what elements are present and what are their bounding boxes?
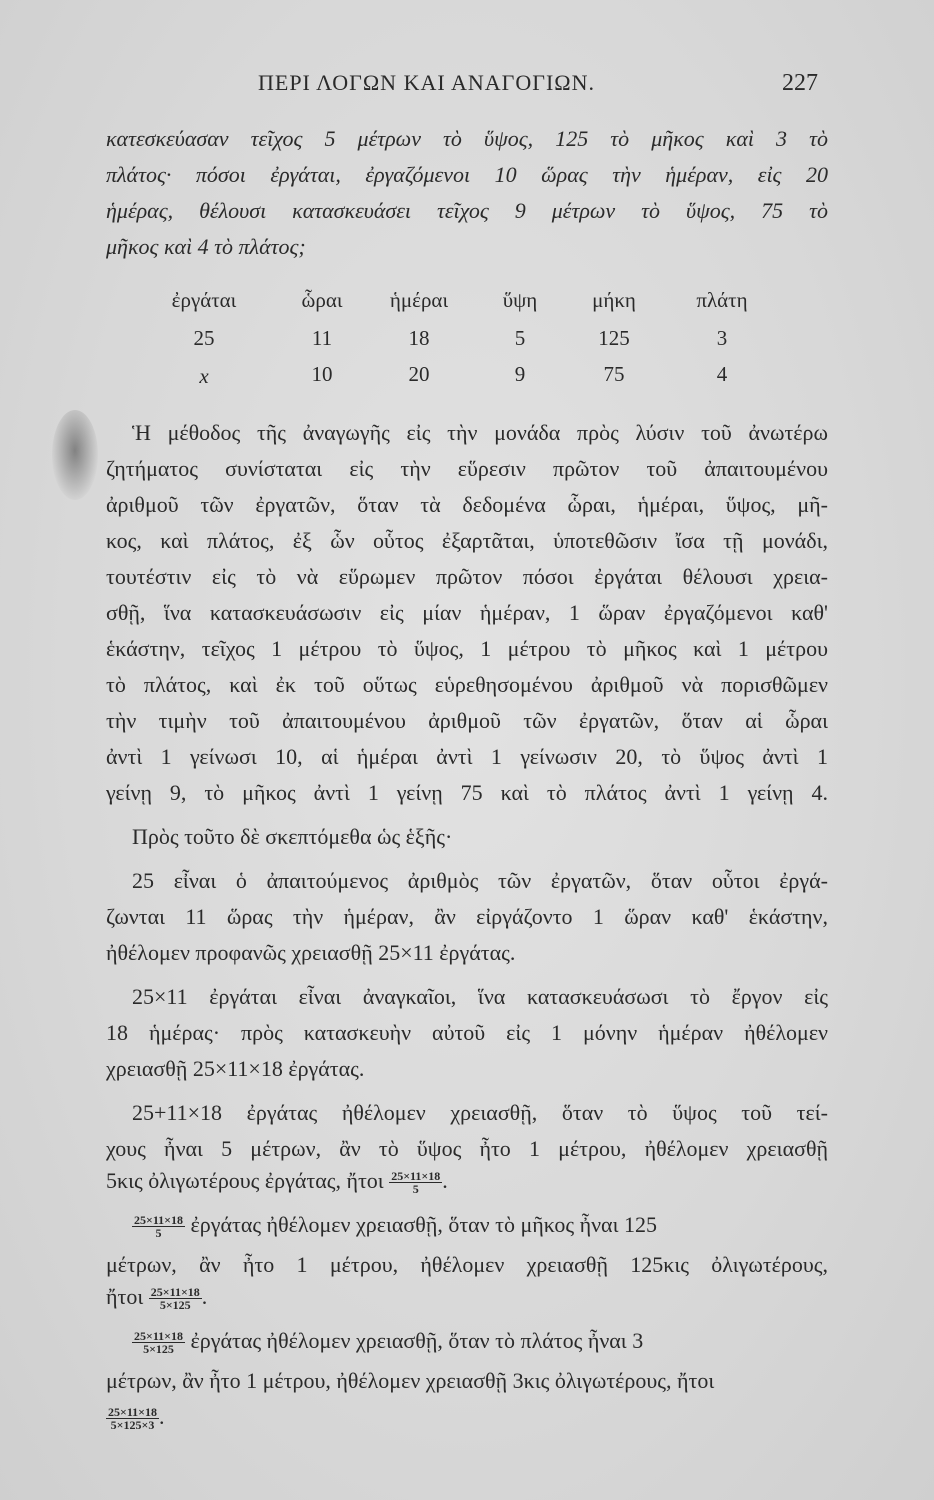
- problem-line: πλάτος· πόσοι ἐργάται, ἐργαζόμενοι 10 ὥρας τὴν ἡμέραν, εἰς 20: [106, 162, 828, 187]
- fraction-numerator: 25×11×18: [108, 1405, 158, 1420]
- method-line: κος, καὶ πλάτος, ἐξ ὧν οὗτος ἐξαρτᾶται, ὑποτεθῶσιν ἴσα τῇ μονάδι,: [106, 528, 828, 553]
- paragraph-line: ζωνται 11 ὥρας τὴν ἡμέραν, ἂν εἰργάζοντο 1 ὥραν καθ' ἑκάστην,: [106, 904, 828, 929]
- fraction-denominator: 5: [155, 1226, 162, 1240]
- paragraph-line: 18 ἡμέρας· πρὸς κατασκευὴν αὐτοῦ εἰς 1 μόνην ἡμέραν ἠθέλομεν: [106, 1020, 828, 1045]
- method-line: τὸ πλάτος, καὶ ἐκ τοῦ οὕτως εὑρεθησομένου ἀριθμοῦ νὰ πορισθῶμεν: [106, 672, 828, 697]
- fraction: [132, 1214, 185, 1239]
- period: .: [442, 1168, 448, 1193]
- method-line: ζητήματος συνίσταται εἰς τὴν εὕρεσιν πρῶτον τοῦ ἀπαιτουμένου: [106, 456, 828, 481]
- table-cell: 5: [514, 326, 526, 350]
- paragraph-text: ἐργάτας ἠθέλομεν χρειασθῇ, ὅταν τὸ μῆκος ἦναι 125: [190, 1212, 657, 1237]
- paragraph-line: [106, 1328, 828, 1355]
- paragraph-line: [106, 1212, 828, 1239]
- method-line: τὴν τιμὴν τοῦ ἀπαιτουμένου ἀριθμοῦ τῶν ἐργατῶν, ὅταν αἱ ὧραι: [106, 708, 828, 733]
- paragraph-line: χους ἦναι 5 μέτρων, ἂν τὸ ὕψος ἦτο 1 μέτρου, ἠθέλομεν χρειασθῇ: [106, 1136, 828, 1161]
- page-number: 227: [782, 70, 818, 96]
- fraction-denominator: 5×125×3: [110, 1418, 155, 1432]
- method-line: γείνῃ 9, τὸ μῆκος ἀντὶ 1 γείνῃ 75 καὶ τὸ πλάτος ἀντὶ 1 γείνῃ 4.: [106, 780, 828, 805]
- method-line: Ἡ μέθοδος τῆς ἀναγωγῆς εἰς τὴν μονάδα πρὸς λύσιν τοῦ ἀνωτέρω: [132, 420, 828, 445]
- paragraph-text: ἤτοι: [106, 1284, 144, 1309]
- paragraph-line: [106, 1284, 828, 1311]
- method-line: τουτέστιν εἰς τὸ νὰ εὕρωμεν πρῶτον πόσοι ἐργάται θέλουσι χρεια-: [106, 564, 828, 589]
- fraction-numerator: 25×11×18: [391, 1169, 441, 1184]
- method-line: ἀριθμοῦ τῶν ἐργατῶν, ὅταν τὰ δεδομένα ὧραι, ἡμέραι, ὕψος, μῆ-: [106, 492, 828, 517]
- intro-line: Πρὸς τοῦτο δὲ σκεπτόμεθα ὡς ἑξῆς·: [132, 824, 453, 849]
- table-cell: 11: [311, 326, 333, 350]
- fraction: [149, 1286, 202, 1311]
- method-line: ἑκάστην, τεῖχος 1 μέτρου τὸ ὕψος, 1 μέτρου τὸ μῆκος καὶ 1 μέτρου: [106, 636, 828, 661]
- fraction-denominator: 5: [412, 1182, 419, 1196]
- fraction-numerator: 25×11×18: [134, 1329, 184, 1344]
- fraction-denominator: 5×125: [159, 1298, 191, 1312]
- method-line: σθῇ, ἵνα κατασκευάσωσιν εἰς μίαν ἡμέραν, 1 ὥραν ἐργαζόμενοι καθ': [106, 600, 828, 625]
- table-cell: 25: [193, 326, 215, 350]
- table-cell: 10: [311, 362, 333, 386]
- fraction-numerator: 25×11×18: [134, 1213, 184, 1228]
- table-header: πλάτη: [696, 288, 748, 312]
- table-header: ἡμέραι: [389, 288, 449, 312]
- fraction: [132, 1330, 185, 1355]
- ink-blot: [52, 410, 98, 500]
- table-cell: x: [199, 364, 209, 388]
- table-cell: 18: [408, 326, 430, 350]
- table-header: μήκη: [592, 288, 636, 312]
- paragraph-line: [106, 1168, 828, 1195]
- table-cell: 3: [716, 326, 728, 350]
- paragraph-line: μέτρων, ἂν ἦτο 1 μέτρου, ἠθέλομεν χρειασθῇ 125κις ὀλιγωτέρους,: [106, 1252, 828, 1277]
- table-header: ὧραι: [301, 288, 343, 312]
- data-table: [0, 0, 934, 400]
- paragraph-line: 25 εἶναι ὁ ἀπαιτούμενος ἀριθμὸς τῶν ἐργατῶν, ὅταν οὗτοι ἐργά-: [132, 868, 828, 893]
- table-cell: 4: [716, 362, 728, 386]
- problem-line: μῆκος καὶ 4 τὸ πλάτος;: [106, 234, 306, 259]
- paragraph-line: μέτρων, ἂν ἦτο 1 μέτρου, ἠθέλομεν χρειασθῇ 3κις ὀλιγωτέρους, ἤτοι: [106, 1368, 715, 1393]
- table-cell: 20: [408, 362, 430, 386]
- table-header: ὕψη: [502, 288, 538, 312]
- paragraph-line: 25+11×18 ἐργάτας ἠθέλομεν χρειασθῇ, ὅταν τὸ ὕψος τοῦ τεί-: [132, 1100, 828, 1125]
- period: .: [201, 1284, 208, 1309]
- fraction: [389, 1170, 442, 1195]
- method-line: ἀντὶ 1 γείνωσι 10, αἱ ἡμέραι ἀντὶ 1 γείνωσιν 20, τὸ ὕψος ἀντὶ 1: [106, 744, 828, 769]
- problem-line: ἡμέρας, θέλουσι κατασκευάσει τεῖχος 9 μέτρων τὸ ὕψος, 75 τὸ: [106, 198, 828, 223]
- table-cell: 75: [603, 362, 625, 386]
- paragraph-text: 5κις ὀλιγωτέρους ἐργάτας, ἤτοι: [106, 1168, 384, 1193]
- table-cell: 125: [598, 326, 630, 350]
- table-cell: 9: [514, 362, 526, 386]
- table-header: ἐργάται: [171, 288, 237, 312]
- paragraph-line: [106, 1404, 828, 1431]
- period: .: [159, 1404, 165, 1429]
- paragraph-line: χρειασθῇ 25×11×18 ἐργάτας.: [106, 1056, 365, 1081]
- header-title: ΠΕΡΙ ΛΟΓΩΝ ΚΑΙ ΑΝΑΓΟΓΙΩΝ.: [258, 70, 596, 95]
- fraction-numerator: 25×11×18: [150, 1285, 200, 1300]
- fraction: [106, 1406, 159, 1431]
- fraction-denominator: 5×125: [143, 1342, 174, 1356]
- paragraph-text: ἐργάτας ἠθέλομεν χρειασθῇ, ὅταν τὸ πλάτος ἦναι 3: [190, 1328, 644, 1353]
- paragraph-line: ἠθέλομεν προφανῶς χρειασθῇ 25×11 ἐργάτας.: [106, 940, 516, 965]
- paragraph-line: 25×11 ἐργάται εἶναι ἀναγκαῖοι, ἵνα κατασκευάσωσι τὸ ἔργον εἰς: [132, 984, 828, 1009]
- problem-line: κατεσκεύασαν τεῖχος 5 μέτρων τὸ ὕψος, 125 τὸ μῆκος καὶ 3 τὸ: [106, 126, 828, 151]
